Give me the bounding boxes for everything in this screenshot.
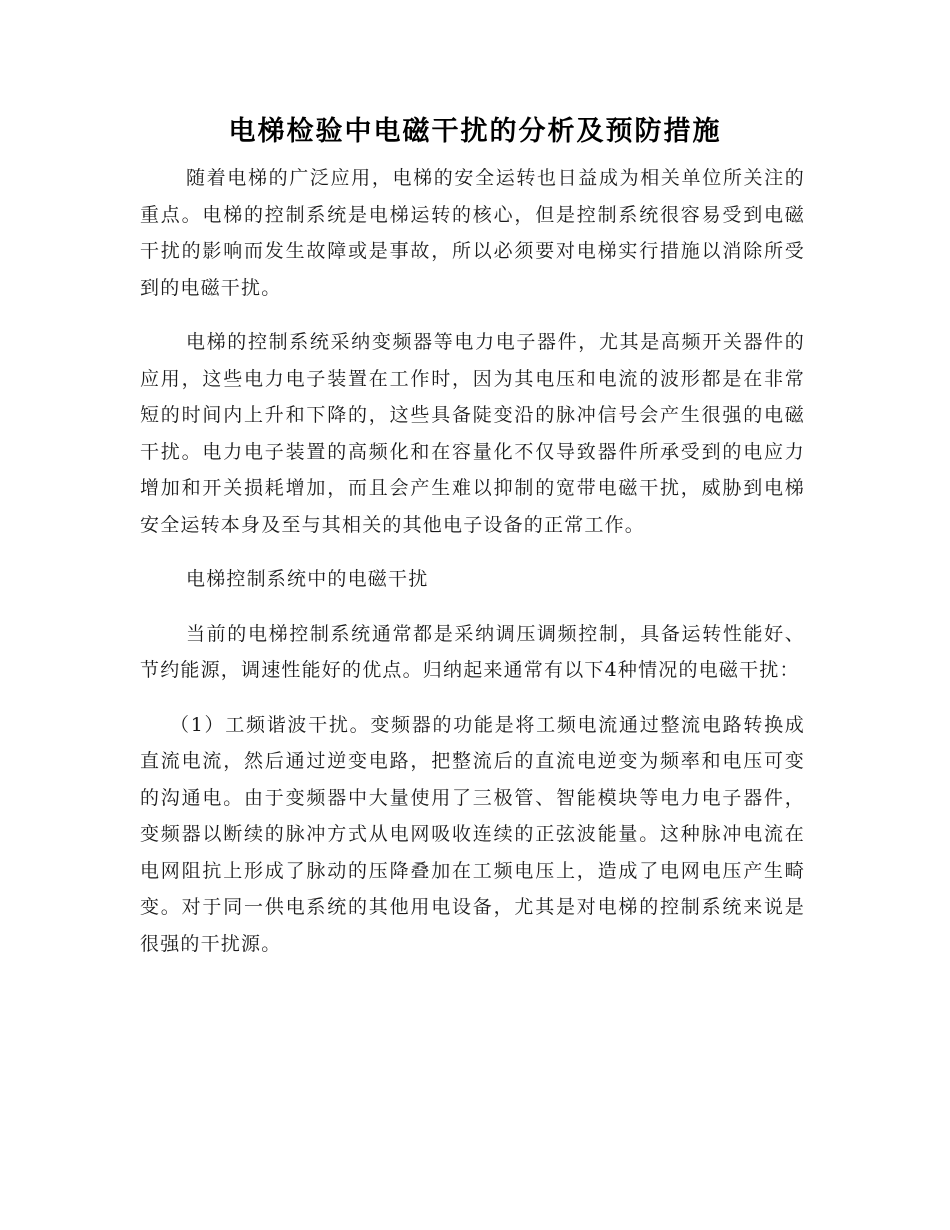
- paragraph-control-system: 电梯的控制系统采纳变频器等电力电子器件，尤其是高频开关器件的应用，这些电力电子装置在工作时，因为其电压和电流的波形都是在非常短的时间内上升和下降的，这些具备陡变沿的脉冲信号会产生很强的电磁干扰。电力电子装置的高频化和在容量化不仅导致器件所承受到的电应力增加和开关损耗增加，而且会产生难以抑制的宽带电磁干扰，威胁到电梯安全运转本身及至与其相关的其他电子设备的正常工作。: [140, 331, 805, 536]
- paragraph-intro: 随着电梯的广泛应用，电梯的安全运转也日益成为相关单位所关注的重点。电梯的控制系统是电梯运转的核心，但是控制系统很容易受到电磁干扰的影响而发生故障或是事故，所以必须要对电梯实行措施以消除所受到的电磁干扰。: [140, 167, 805, 299]
- document-body: [140, 160, 805, 980]
- section-heading: 电梯控制系统中的电磁干扰: [186, 568, 429, 590]
- document-title: 电梯检验中电磁干扰的分析及预防措施: [228, 116, 722, 147]
- paragraph-harmonic-interference: （1）工频谐波干扰。变频器的功能是将工频电流通过整流电路转换成直流电流，然后通过逆变电路，把整流后的直流电逆变为频率和电压可变的沟通电。由于变频器中大量使用了三极管、智能模块等电力电子器件，变频器以断续的脉冲方式从电网吸收连续的正弦波能量。这种脉冲电流在电网阻抗上形成了脉动的压降叠加在工频电压上，造成了电网电压产生畸变。对于同一供电系统的其他用电设备，尤其是对电梯的控制系统来说是很强的干扰源。: [140, 713, 805, 955]
- paragraph-current-control: 当前的电梯控制系统通常都是采纳调压调频控制，具备运转性能好、节约能源，调速性能好的优点。归纳起来通常有以下4种情况的电磁干扰：: [140, 622, 805, 681]
